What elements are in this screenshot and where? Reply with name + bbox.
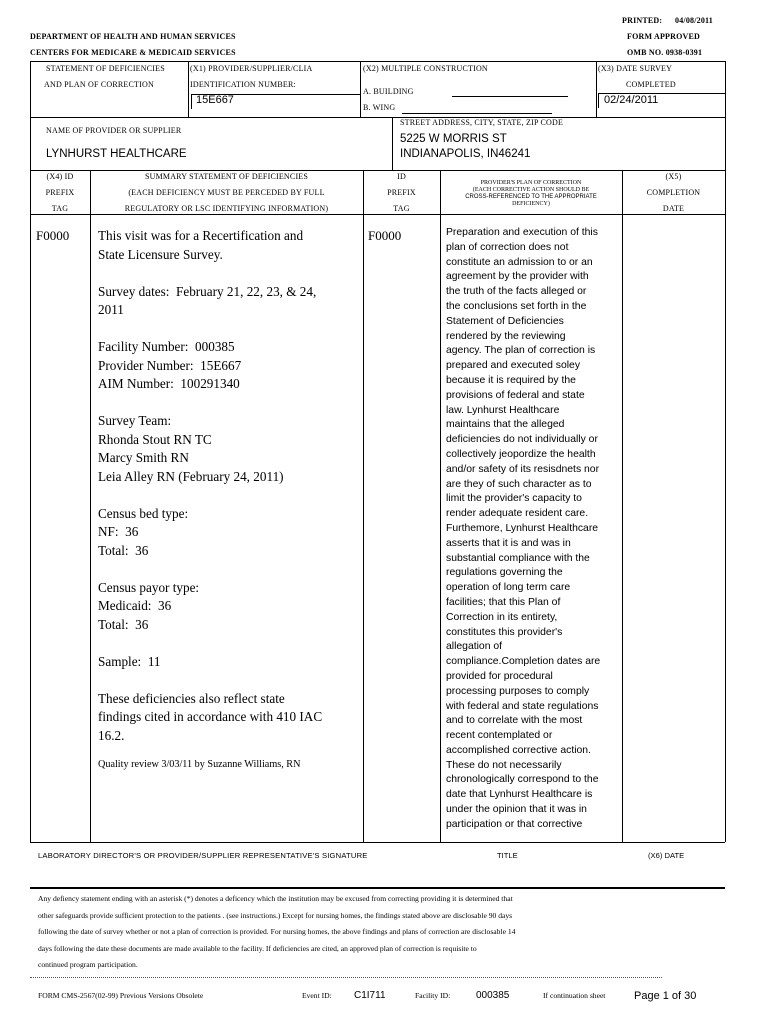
plan-line: substantial compliance with the (446, 552, 590, 564)
statement-label-2: AND PLAN OF CORRECTION (44, 80, 154, 89)
address-label: STREET ADDRESS, CITY, STATE, ZIP CODE (400, 118, 564, 127)
plan-line: participation or that corrective (446, 818, 583, 830)
rule-disclaimer (30, 977, 662, 978)
summary-line: Census bed type: (98, 505, 189, 521)
plan-line: deficiencies do not individually or (446, 434, 598, 446)
plan-line: render adequate resident care. (446, 508, 589, 520)
summary-line: findings cited in accordance with 410 IAC (98, 709, 323, 724)
printed-label: PRINTED: (622, 16, 663, 25)
id-header-1: ID (397, 172, 406, 181)
summary-header-1: SUMMARY STATEMENT OF DEFICIENCIES (144, 172, 309, 181)
col-divider-1 (90, 170, 91, 842)
summary-line: 2011 (98, 302, 124, 317)
summary-line: Provider Number: 15E667 (98, 357, 242, 373)
rule-info (30, 117, 725, 118)
summary-line: AIM Number: 100291340 (98, 376, 240, 391)
plan-header-2: (EACH CORRECTIVE ACTION SHOULD BE (472, 187, 590, 193)
summary-header-2: (EACH DEFICIENCY MUST BE PERCEDED BY FULL (128, 188, 325, 197)
x2-label: (X2) MULTIPLE CONSTRUCTION (363, 64, 488, 73)
summary-line: Medicaid: 36 (98, 598, 172, 613)
statement-label-1: STATEMENT OF DEFICIENCIES (46, 64, 165, 73)
x4-header-1: (X4) ID (46, 172, 74, 181)
plan-line: regulations governing the (446, 567, 563, 579)
summary-line: Leia Alley RN (February 24, 2011) (98, 468, 284, 484)
provider-name: LYNHURST HEALTHCARE (46, 148, 187, 160)
rule-body (30, 214, 725, 215)
street-address: 5225 W MORRIS ST (400, 133, 507, 145)
wing-line (402, 113, 552, 114)
facility-id: 000385 (476, 990, 510, 1001)
plan-header-1: PROVIDER'S PLAN OF CORRECTION (480, 180, 582, 186)
signature-label: LABORATORY DIRECTOR'S OR PROVIDER/SUPPLIER REPRESENTATIVE'S SIGNATURE (38, 851, 368, 860)
tag-right: F0000 (368, 228, 402, 243)
summary-line: Census payor type: (98, 579, 200, 595)
id-header-3: TAG (393, 204, 410, 213)
plan-line: Furthemore, Lynhurst Healthcare (446, 522, 599, 534)
divider-address (392, 117, 393, 170)
x1-label-1: (X1) PROVIDER/SUPPLIER/CLIA (190, 64, 313, 73)
plan-line: These do not necessarily (446, 759, 562, 771)
summary-header-3: REGULATORY OR LSC IDENTIFYING INFORMATION) (124, 204, 329, 213)
summary-line: Sample: 11 (98, 653, 161, 669)
plan-line: law. Lynhurst Healthcare (446, 404, 560, 416)
plan-line: agreement by the provider with (446, 271, 589, 283)
summary-line: Total: 36 (98, 542, 149, 558)
x3-label-1: (X3) DATE SURVEY (598, 64, 673, 73)
plan-line: date that Lynhurst Healthcare is (446, 789, 593, 801)
x5-header-1: (X5) (665, 172, 682, 181)
plan-line: maintains that the alleged (446, 419, 565, 431)
plan-line: with federal and state regulations (446, 700, 599, 712)
col-divider-2 (363, 170, 364, 842)
plan-line: recent contemplated or (446, 730, 553, 742)
plan-line: the truth of the facts alleged or (446, 286, 587, 298)
plan-line: Correction in its entirety, (446, 611, 558, 623)
plan-line: collectively jeopordize the health (446, 448, 596, 460)
x5-header-2: COMPLETION (646, 188, 701, 197)
summary-line: Rhonda Stout RN TC (98, 431, 212, 447)
plan-header-4: DEFICIENCY) (512, 201, 550, 207)
survey-date: 02/24/2011 (604, 94, 659, 106)
rule-columns (30, 170, 725, 171)
provider-name-label: NAME OF PROVIDER OR SUPPLIER (46, 126, 182, 135)
summary-line (98, 320, 360, 339)
summary-line (98, 634, 360, 653)
x1-label-2: IDENTIFICATION NUMBER: (190, 80, 296, 89)
building-label: A. BUILDING (363, 87, 414, 96)
title-label: TITLE (497, 851, 518, 860)
disclaimer-line: other safeguards provide sufficient protection to the patients . (see instructions.) Except for nursing homes, the findings stated above are disclosable 90 days (38, 910, 513, 920)
summary-line: Marcy Smith RN (98, 450, 189, 465)
plan-line: provisions of federal and state (446, 389, 585, 401)
plan-line: provided for procedural (446, 670, 553, 682)
summary-line: Survey Team: (98, 413, 172, 428)
signature-date-label: (X6) DATE (648, 851, 685, 860)
summary-statement (98, 227, 360, 745)
omb-number: OMB NO. 0938-0391 (627, 48, 703, 57)
event-id: C1I711 (354, 990, 386, 1001)
x4-header-2: PREFIX (45, 188, 75, 197)
summary-line: State Licensure Survey. (98, 246, 223, 262)
plan-line: compliance.Completion dates are (446, 656, 601, 668)
plan-line: Statement of Deficiencies (446, 315, 564, 327)
plan-line: rendered by the reviewing (446, 330, 566, 342)
plan-of-correction (446, 226, 622, 833)
printed-date: 04/08/2011 (675, 16, 714, 25)
summary-line: Survey dates: February 21, 22, 23, & 24, (98, 283, 317, 299)
x4-header-3: TAG (51, 204, 69, 213)
col-divider-3 (440, 170, 441, 842)
plan-line: facilities; that this Plan of (446, 596, 561, 608)
plan-line: plan of correction does not (446, 241, 569, 253)
summary-line: 16.2. (98, 727, 125, 743)
summary-line (98, 560, 360, 579)
disclaimer-line: continued program participation. (38, 960, 138, 970)
disclaimer-line: days following the date these documents are made available to the facility. If deficiencies are cited, an approved plan of correction is requisite to (38, 943, 477, 953)
form-number: FORM CMS-2567(02-99) Previous Versions Obsolete (38, 991, 204, 1000)
building-line (452, 96, 568, 97)
disclaimer-line: following the date of survey whether or not a plan of correction is provided. For nursing homes, the above findings and plans of correction are disclosable 14 (38, 927, 516, 937)
plan-line: chronologically correspond to the (446, 774, 599, 786)
divider-x3 (596, 61, 597, 117)
plan-header-3: CROSS-REFERENCED TO THE APPROPRIATE (465, 194, 597, 200)
continuation-label: If continuation sheet (543, 991, 606, 1000)
divider-x1 (188, 61, 189, 117)
event-id-label: Event ID: (302, 991, 332, 1000)
divider-x2 (360, 61, 361, 117)
plan-line: agency. The plan of correction is (446, 345, 596, 357)
x3-label-2: COMPLETED (626, 80, 676, 89)
summary-line (98, 486, 360, 505)
plan-line: the conclusions set forth in the (446, 300, 587, 312)
id-header-2: PREFIX (387, 188, 416, 197)
provider-number: 15E667 (196, 94, 234, 106)
plan-line: limit the provider's capacity to (446, 493, 582, 505)
summary-line: NF: 36 (98, 524, 139, 539)
plan-line: Preparation and execution of this (446, 227, 598, 238)
disclaimer (38, 891, 718, 974)
plan-line: asserts that it is and was in (446, 537, 571, 549)
plan-line: are they of such character as to (446, 478, 592, 490)
plan-line: and to correlate with the most (446, 715, 583, 727)
summary-line (98, 264, 360, 283)
centers-name: CENTERS FOR MEDICARE & MEDICAID SERVICES (30, 48, 236, 57)
plan-line: and/or safety of its resisdnets nor (446, 463, 600, 475)
city-state-zip: INDIANAPOLIS, IN46241 (400, 148, 531, 160)
plan-line: prepared and executed soley (446, 360, 581, 372)
quality-review-note: Quality review 3/03/11 by Suzanne Williams, RN (98, 759, 301, 770)
summary-line: This visit was for a Recertification and (98, 228, 304, 243)
col-divider-4 (622, 170, 623, 842)
plan-line: processing purposes to comply (446, 685, 590, 697)
plan-line: because it is required by the (446, 374, 576, 386)
summary-line: Facility Number: 000385 (98, 339, 235, 354)
plan-line: constitutes this provider's (446, 626, 563, 638)
summary-line: These deficiencies also reflect state (98, 690, 285, 706)
disclaimer-line: Any defiency statement ending with an asterisk (*) denotes a deficency which the institution may be excused from correcting providing it is determined that (38, 894, 513, 903)
x5-header-3: DATE (662, 204, 685, 213)
rule-body-bottom (30, 842, 725, 843)
plan-line: operation of long term care (446, 582, 571, 594)
dept-name: DEPARTMENT OF HEALTH AND HUMAN SERVICES (30, 32, 236, 41)
tag-left: F0000 (36, 228, 70, 243)
border-right (725, 61, 726, 842)
summary-line (98, 394, 360, 413)
summary-line: Total: 36 (98, 616, 149, 632)
summary-line (98, 671, 360, 690)
plan-line: allegation of (446, 641, 503, 653)
page-number: Page 1 of 30 (634, 990, 697, 1002)
rule-top (30, 61, 725, 62)
rule-signature (30, 887, 725, 889)
facility-id-label: Facility ID: (415, 991, 451, 1000)
plan-line: constitute an admission to or an (446, 256, 593, 268)
wing-label: B. WING (363, 103, 396, 112)
plan-line: under the opinion that it was in (446, 804, 587, 816)
form-approved: FORM APPROVED (627, 32, 701, 41)
plan-line: accomplished corrective action. (446, 744, 591, 756)
